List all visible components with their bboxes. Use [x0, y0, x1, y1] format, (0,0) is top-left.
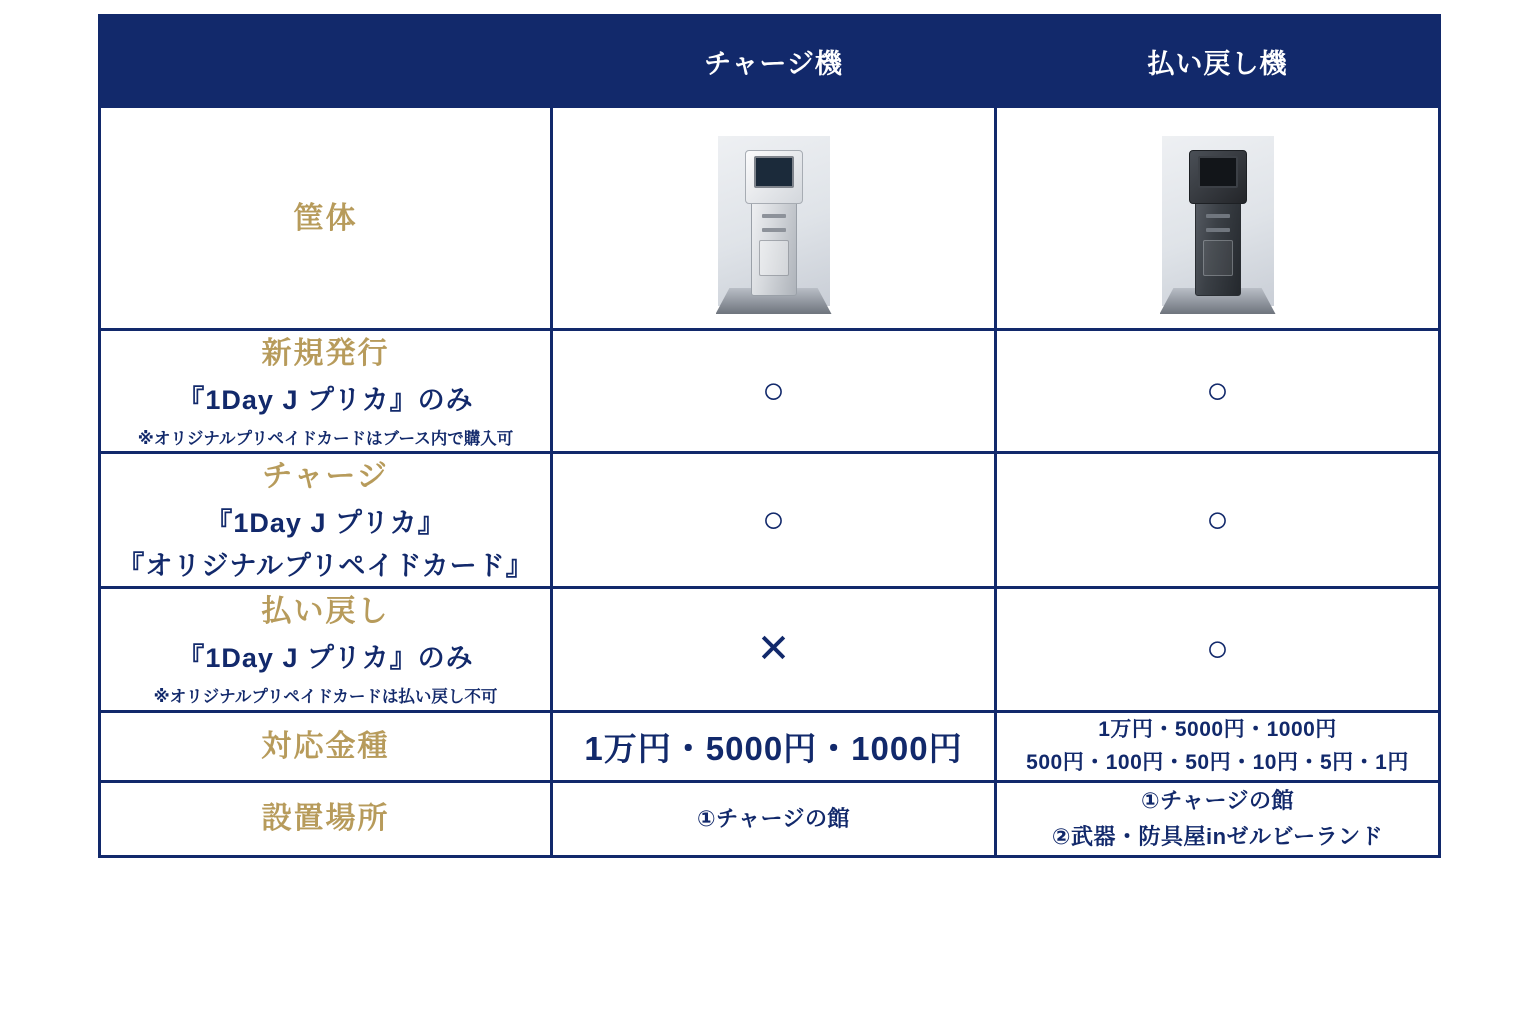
- table-header: [100, 16, 1440, 107]
- denominations-refund-line2: 500円・100円・50円・10円・5円・1円: [1026, 751, 1409, 775]
- row-label-refund-sub: 『1Day J プリカ』のみ: [177, 643, 474, 674]
- row-label-denominations-main: 対応金種: [261, 729, 390, 763]
- machine-panel: [1203, 240, 1233, 276]
- cell-location-refund: [996, 781, 1440, 857]
- table-body: [100, 107, 1440, 857]
- row-label-location: [100, 781, 552, 857]
- row-label-refund-note: ※オリジナルプリペイドカードは払い戻し不可: [153, 687, 498, 706]
- availability-mark: ✕: [756, 627, 791, 672]
- table-row-charge: [100, 453, 1440, 588]
- cell-location-charge: [552, 781, 996, 857]
- header-charge-machine: チャージ機: [552, 16, 996, 107]
- refund-machine-photo: [997, 108, 1438, 328]
- row-label-charge: [100, 453, 552, 588]
- cell-cabinet-refund: [996, 107, 1440, 330]
- table-row-new-issue: [100, 330, 1440, 453]
- availability-mark: ○: [762, 499, 785, 542]
- machine-screen-icon: [754, 156, 794, 188]
- row-label-charge-sub2: 『オリジナルプリペイドカード』: [117, 550, 534, 581]
- row-label-charge-sub: 『1Day J プリカ』: [205, 508, 446, 539]
- machine-screen-icon: [1198, 156, 1238, 188]
- row-label-denominations: [100, 711, 552, 781]
- cell-refund-charge: [552, 588, 996, 711]
- row-label-location-main: 設置場所: [261, 802, 390, 836]
- location-refund-line2: ②武器・防具屋inゼルビーランド: [1051, 823, 1384, 849]
- row-label-new-issue-note: ※オリジナルプリペイドカードはブース内で購入可: [137, 429, 514, 448]
- cell-new-issue-refund: [996, 330, 1440, 453]
- availability-mark: ○: [762, 370, 785, 413]
- row-label-cabinet-main: 筐体: [293, 201, 358, 235]
- availability-mark: ○: [1206, 499, 1229, 542]
- availability-mark: ○: [1206, 370, 1229, 413]
- row-label-new-issue-main: 新規発行: [261, 337, 390, 370]
- cell-cabinet-charge: [552, 107, 996, 330]
- row-label-refund-main: 払い戻し: [261, 595, 390, 629]
- availability-mark: ○: [1206, 628, 1229, 671]
- charge-machine-illustration: [700, 136, 848, 318]
- row-label-new-issue: [100, 330, 552, 453]
- machine-cash-slot-icon: [1206, 228, 1230, 232]
- comparison-table: [98, 14, 1441, 858]
- row-label-refund: [100, 588, 552, 711]
- cell-new-issue-charge: [552, 330, 996, 453]
- cell-denominations-charge: [552, 711, 996, 781]
- header-blank-cell: [100, 16, 552, 107]
- table-row-cabinet: [100, 107, 1440, 330]
- denominations-refund-line1: 1万円・5000円・1000円: [1098, 717, 1337, 741]
- cell-charge-refund: [996, 453, 1440, 588]
- table-row-refund: [100, 588, 1440, 711]
- location-charge-text: ①チャージの館: [696, 805, 851, 831]
- denominations-charge-text: 1万円・5000円・1000円: [584, 729, 963, 767]
- charge-machine-photo: [553, 108, 994, 328]
- cell-charge-charge: [552, 453, 996, 588]
- cell-denominations-refund: [996, 711, 1440, 781]
- row-label-new-issue-sub: 『1Day J プリカ』のみ: [177, 385, 474, 415]
- table-row-location: [100, 781, 1440, 857]
- refund-machine-illustration: [1144, 136, 1292, 318]
- header-refund-machine: 払い戻し機: [996, 16, 1440, 107]
- machine-card-slot-icon: [1206, 214, 1230, 218]
- location-refund-line1: ①チャージの館: [1140, 787, 1295, 813]
- row-label-charge-main: チャージ: [262, 460, 389, 494]
- table-row-denominations: [100, 711, 1440, 781]
- table-header-row: [100, 16, 1440, 107]
- row-label-cabinet: [100, 107, 552, 330]
- machine-panel: [759, 240, 789, 276]
- machine-cash-slot-icon: [762, 228, 786, 232]
- machine-card-slot-icon: [762, 214, 786, 218]
- cell-refund-refund: [996, 588, 1440, 711]
